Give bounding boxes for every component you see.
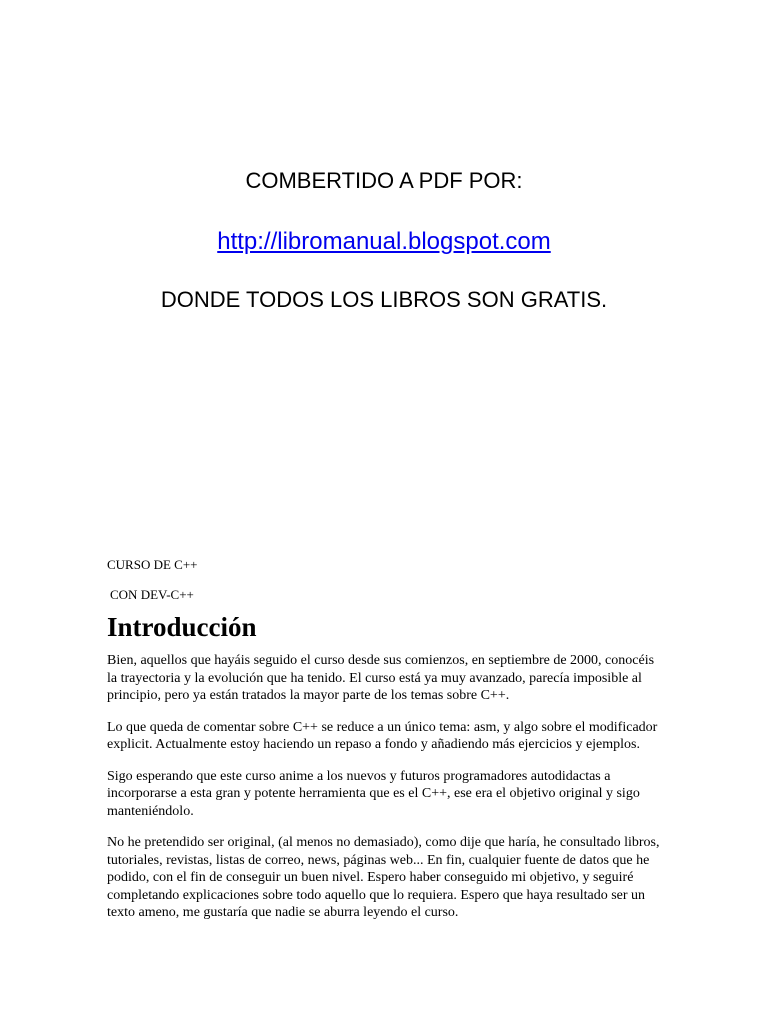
- paragraph-4: No he pretendido ser original, (al menos no demasiado), como dije que haría, he consultado libros, tutoriales, revistas, listas de correo, news, páginas web... En fin, cualquier fuente de datos que he podido, con el fin de conseguir un buen nivel. Espero haber conseguido mi objetivo, y seguiré completando explicaciones sobre todo aquello que lo requiera. Espero que haya resultado ser un texto ameno, me gustaría que nadie se aburra leyendo el curso.: [107, 835, 660, 920]
- section-heading: Introducción: [107, 612, 257, 642]
- cover-converted-by: COMBERTIDO A PDF POR:: [245, 168, 523, 193]
- paragraph-2: Lo que queda de comentar sobre C++ se reduce a un único tema: asm, y algo sobre el modificador explicit. Actualmente estoy haciendo un repaso a fondo y añadiendo más ejercicios y ejemplos.: [107, 719, 658, 752]
- cover-link-line: [0, 228, 768, 256]
- course-title: CURSO DE C++: [107, 557, 198, 572]
- cover-free-books: DONDE TODOS LOS LIBROS SON GRATIS.: [160, 287, 608, 312]
- blog-link[interactable]: http://libromanual.blogspot.com: [217, 228, 551, 255]
- document-body: [107, 556, 667, 936]
- paragraph-1: Bien, aquellos que hayáis seguido el curso desde sus comienzos, en septiembre de 2000, conocéis la trayectoria y la evolución que ha tenido. El curso está ya muy avanzado, parecía imposible al principio, pero ya están tratados la mayor parte de los temas sobre C++.: [107, 653, 655, 703]
- course-subtitle: CON DEV-C++: [110, 587, 194, 602]
- paragraph-3: Sigo esperando que este curso anime a los nuevos y futuros programadores autodidactas a incorporarse a esta gran y potente herramienta que es el C++, ese era el objetivo original y sigo manteniéndolo.: [107, 768, 640, 819]
